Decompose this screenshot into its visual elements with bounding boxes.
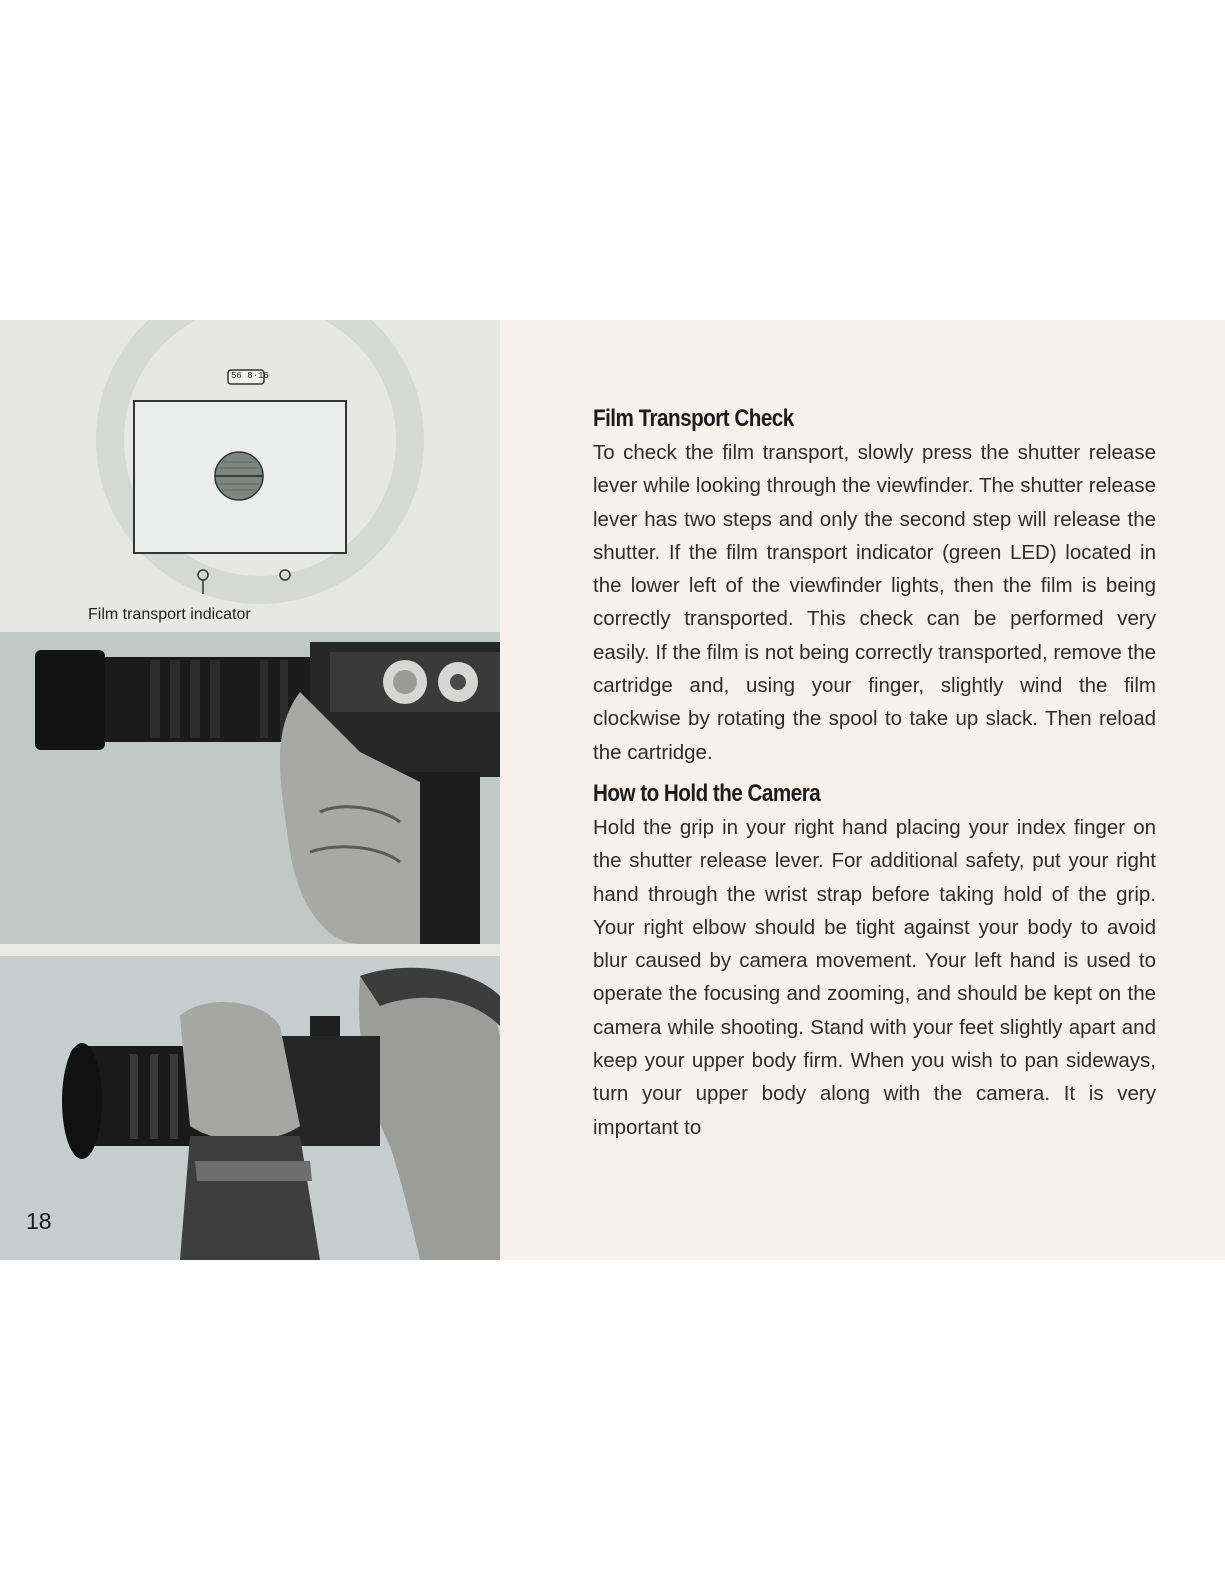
- camera-grip-photo: [0, 632, 500, 944]
- indicator-label: Film transport indicator: [88, 606, 251, 623]
- viewfinder-diagram: [0, 320, 500, 632]
- section-body-hold-camera: Hold the grip in your right hand placing your index finger on the shutter release lever. For additional safety, put your right hand through the wrist strap before taking hold of the grip. Your right elbow should be tight against your body to avoid blur caused by camera movement. Your left hand is used to operate the focusing and zooming, and should be kept on the camera while shooting. Stand with your feet slightly apart and keep your upper body firm. When you wish to pan sideways, turn your upper body along with the camera. It is very important to: [593, 815, 1156, 1139]
- section-body-film-transport: To check the film transport, slowly press the shutter release lever while looking through the viewfinder. The shutter release lever has two steps and only the second step will release the shutter. If the film transport indicator (green LED) located in the lower left of the viewfinder lights, then the film is being correctly transported. This check can be performed very easily. If the film is not being correctly transported, remove the cartridge and, using your finger, slightly wind the film clockwise by rotating the spool to take up slack. Then reload the cartridge.: [593, 441, 1156, 764]
- section-heading-hold-camera: How to Hold the Camera: [593, 779, 821, 807]
- text-column: [593, 402, 1156, 1152]
- viewfinder-illustration: [0, 320, 500, 632]
- illustration-column: [0, 320, 500, 1260]
- page-number: 18: [26, 1208, 52, 1234]
- holding-camera-photo: [0, 956, 500, 1260]
- manual-page: [0, 320, 1225, 1260]
- section-heading-film-transport: Film Transport Check: [593, 405, 794, 432]
- viewfinder-badge: 56 8·16: [231, 371, 269, 381]
- photo-separator: [0, 944, 500, 956]
